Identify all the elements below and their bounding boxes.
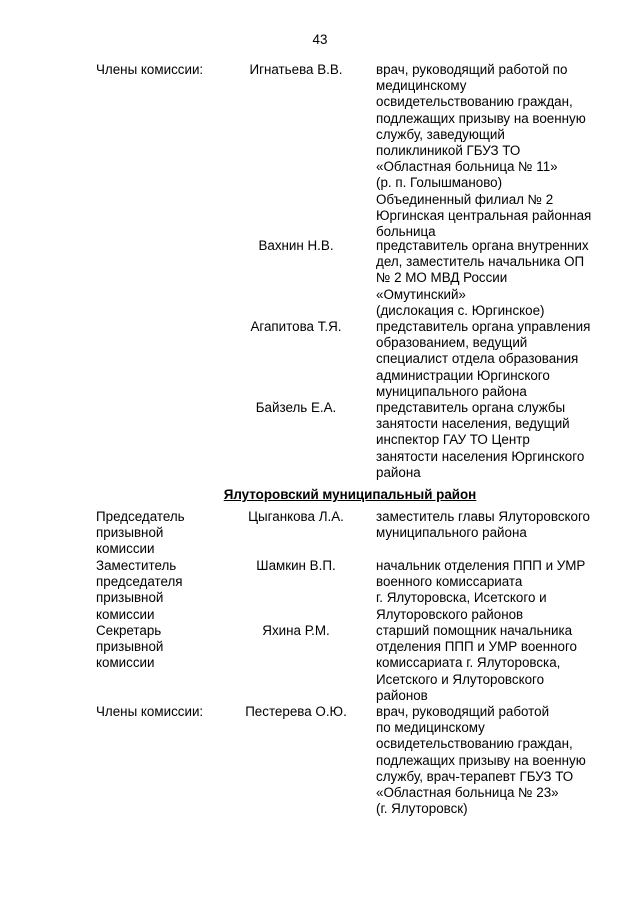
member-name: Игнатьева В.В. — [249, 62, 343, 77]
member-name: Шамкин В.П. — [256, 558, 336, 573]
member-position: представитель органа службы занятости населения, ведущий инспектор ГАУ ТО Центр занятости населения Юргинского района — [376, 400, 585, 480]
member-position: представитель органа внутренних дел, заместитель начальника ОП № 2 МО МВД России «Омутинский» (дислокация с. Юргинское) — [376, 238, 589, 318]
member-position: врач, руководящий работой по медицинскому освидетельствованию граждан, подлежащих призыву на военную службу, врач-терапевт ГБУЗ ТО «Областная больница № 23» (г. Ялуторовск) — [376, 704, 586, 817]
member-role: Члены комиссии: — [96, 704, 204, 719]
member-name: Агапитова Т.Я. — [250, 319, 342, 334]
member-position: начальник отделения ППП и УМР военного комиссариата г. Ялуторовска, Исетского и Ялуторовского районов — [376, 558, 586, 622]
member-position: представитель органа управления образованием, ведущий специалист отдела образования администрации Юргинского муниципального района — [376, 319, 591, 399]
member-name: Пестерева О.Ю. — [245, 704, 347, 719]
member-role: Заместитель председателя призывной комиссии — [96, 558, 183, 622]
member-role: Председатель призывной комиссии — [96, 509, 185, 557]
member-name: Вахнин Н.В. — [258, 238, 334, 253]
member-name: Байзель Е.А. — [255, 400, 337, 415]
member-position: врач, руководящий работой по медицинскому освидетельствованию граждан, подлежащих призыву на военную службу, заведующий поликлиникой ГБУЗ ТО «Областная больница № 11» (р. п. Голышманово) Объединенный филиал № 2 Юргинская центральная районная больница — [376, 62, 592, 240]
member-name: Цыганкова Л.А. — [248, 509, 344, 524]
member-role: Секретарь призывной комиссии — [96, 623, 164, 671]
member-role: Члены комиссии: — [96, 62, 204, 77]
section-title: Ялуторовский муниципальный район — [223, 487, 477, 502]
member-position: заместитель главы Ялуторовского муниципального района — [376, 509, 591, 541]
page-number: 43 — [312, 32, 328, 47]
member-position: старший помощник начальника отделения ППП и УМР военного комиссариата г. Ялуторовска, Исетского и Ялуторовского районов — [376, 623, 578, 703]
member-name: Яхина Р.М. — [262, 623, 330, 638]
